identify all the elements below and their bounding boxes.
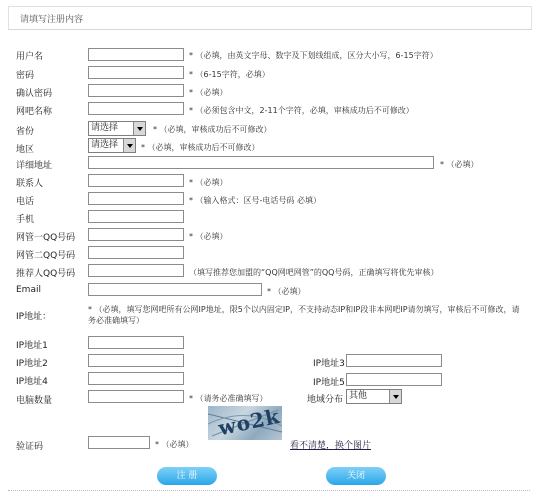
footer-divider bbox=[8, 490, 530, 491]
email-label: Email bbox=[16, 285, 41, 295]
confirm-password-label: 确认密码 bbox=[16, 89, 53, 99]
cafe-name-input[interactable] bbox=[88, 102, 184, 115]
address-input[interactable] bbox=[88, 156, 434, 169]
qq1-label: 网管一QQ号码 bbox=[16, 233, 76, 243]
ip2-label: IP地址2 bbox=[16, 359, 48, 369]
qq1-required: * （必填） bbox=[189, 232, 228, 241]
ip5-label: IP地址5 bbox=[313, 378, 345, 388]
province-label: 省份 bbox=[16, 127, 35, 137]
ip1-label: IP地址1 bbox=[16, 341, 48, 351]
chevron-down-icon bbox=[389, 390, 401, 403]
ip2-input[interactable] bbox=[88, 354, 184, 367]
register-button[interactable]: 注 册 bbox=[157, 467, 217, 485]
referrer-qq-input[interactable] bbox=[88, 264, 184, 277]
ip3-input[interactable] bbox=[346, 354, 442, 367]
chevron-down-icon bbox=[133, 122, 145, 135]
captcha-required: * （必填） bbox=[155, 440, 194, 449]
form-title: 请填写注册内容 bbox=[20, 15, 84, 25]
username-label: 用户名 bbox=[16, 52, 44, 62]
ip1-input[interactable] bbox=[88, 336, 184, 349]
captcha-label: 验证码 bbox=[16, 442, 44, 452]
captcha-text: wo2k bbox=[216, 403, 283, 441]
password-label: 密码 bbox=[16, 71, 35, 81]
captcha-image[interactable] bbox=[208, 403, 283, 441]
phone-input[interactable] bbox=[88, 192, 184, 205]
province-select[interactable]: 请选择 bbox=[88, 121, 146, 136]
email-required: * （必填） bbox=[267, 287, 306, 296]
mobile-label: 手机 bbox=[16, 215, 35, 225]
ip3-label: IP地址3 bbox=[313, 359, 345, 369]
pc-count-label: 电脑数量 bbox=[16, 396, 53, 406]
confirm-password-input[interactable] bbox=[88, 84, 184, 97]
address-label: 详细地址 bbox=[16, 161, 53, 171]
area-dist-label: 地域分布 bbox=[307, 395, 344, 405]
ip-address-label: IP地址： bbox=[16, 312, 52, 322]
confirm-password-required: * （必填） bbox=[189, 88, 228, 97]
referrer-qq-label: 推荐人QQ号码 bbox=[16, 269, 76, 279]
region-select[interactable]: 请选择 bbox=[88, 138, 136, 153]
username-required: * （必填，由英文字母、数字及下划线组成，区分大小写，6-15字符） bbox=[189, 51, 438, 60]
qq2-input[interactable] bbox=[88, 246, 184, 259]
cafe-name-label: 网吧名称 bbox=[16, 107, 53, 117]
ip4-input[interactable] bbox=[88, 372, 184, 385]
province-required: * （必填，审核成功后不可修改） bbox=[153, 125, 272, 134]
referrer-qq-hint: （填写推荐您加盟的“QQ网吧网管”的QQ号码，正确填写将优先审核） bbox=[189, 268, 439, 277]
contact-input[interactable] bbox=[88, 174, 184, 187]
close-button[interactable]: 关闭 bbox=[326, 467, 386, 485]
ip5-input[interactable] bbox=[346, 373, 442, 386]
qq1-input[interactable] bbox=[88, 228, 184, 241]
region-required: * （必填，审核成功后不可修改） bbox=[141, 143, 260, 152]
ip4-label: IP地址4 bbox=[16, 377, 48, 387]
region-label: 地区 bbox=[16, 145, 35, 155]
area-dist-select[interactable]: 其他 bbox=[346, 389, 402, 404]
username-input[interactable] bbox=[88, 48, 184, 61]
phone-required: * （输入格式：区号-电话号码 必填） bbox=[189, 196, 321, 205]
pc-count-required: * （请务必准确填写） bbox=[189, 394, 268, 403]
captcha-input[interactable] bbox=[88, 436, 150, 449]
chevron-down-icon bbox=[123, 139, 135, 152]
contact-label: 联系人 bbox=[16, 179, 44, 189]
password-input[interactable] bbox=[88, 66, 184, 79]
phone-label: 电话 bbox=[16, 197, 35, 207]
mobile-input[interactable] bbox=[88, 210, 184, 223]
captcha-refresh-link[interactable]: 看不清楚，换个图片 bbox=[290, 441, 372, 451]
qq2-label: 网管二QQ号码 bbox=[16, 251, 76, 261]
email-input[interactable] bbox=[88, 283, 262, 296]
form-header bbox=[8, 6, 532, 30]
ip-address-note: * （必填，填写您网吧所有公网IP地址，限5个以内固定IP，不支持动态IP和IP段非本网吧IP请勿填写，审核后不可修改，请务必准确填写） bbox=[88, 305, 520, 325]
address-required: * （必填） bbox=[440, 160, 479, 169]
cafe-name-required: * （必须包含中文，2-11个字符，必填，审核成功后不可修改） bbox=[189, 106, 414, 115]
password-required: * （6-15字符，必填） bbox=[189, 70, 270, 79]
contact-required: * （必填） bbox=[189, 178, 228, 187]
pc-count-input[interactable] bbox=[88, 390, 184, 403]
